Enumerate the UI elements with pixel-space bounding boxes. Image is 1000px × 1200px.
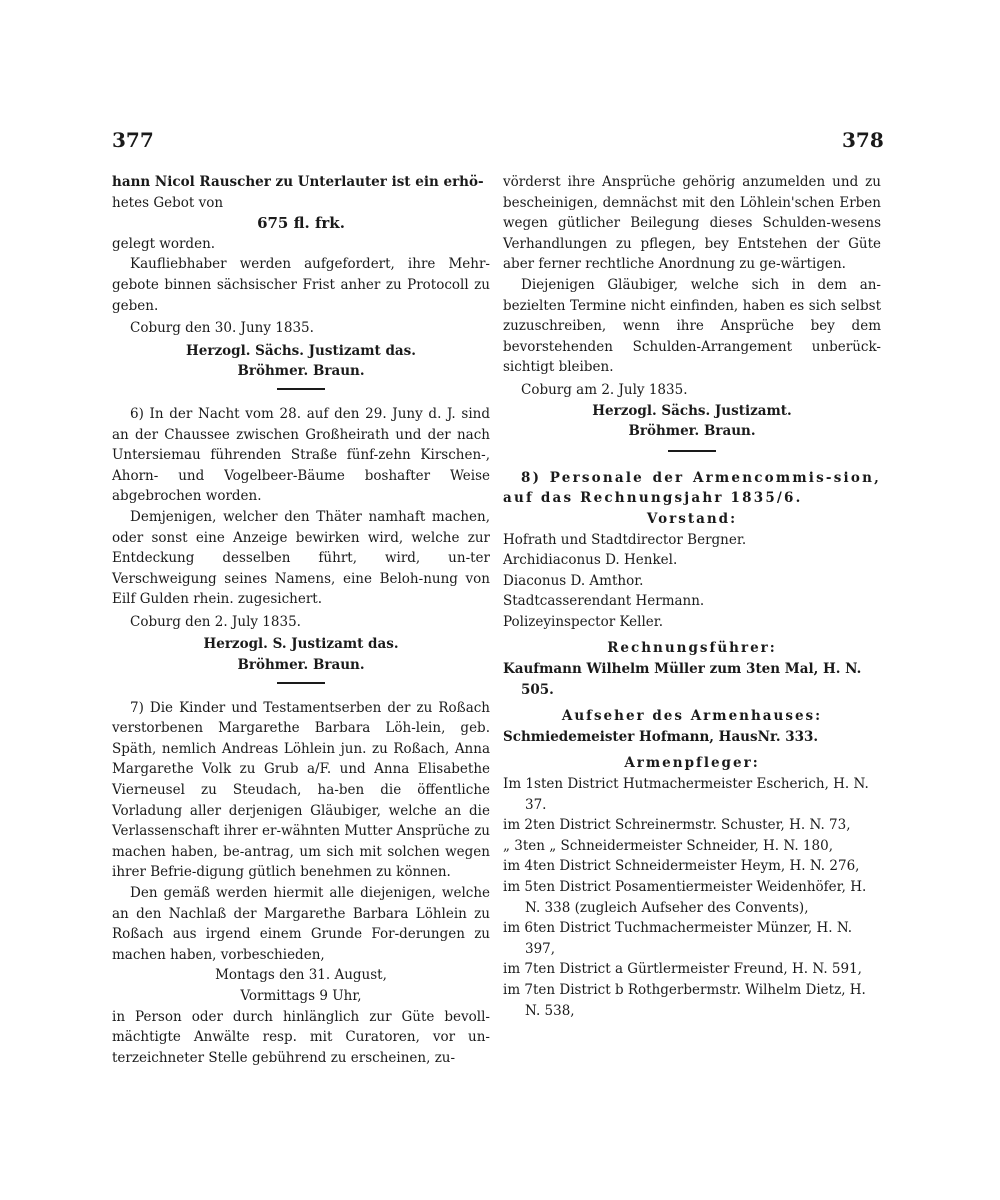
item7-text-3: in Person oder durch hinlänglich zur Güte bevoll-mächtigte Anwälte resp. mit Curatoren, vor un-terzeichneter Stelle gebührend zu erscheinen, zu-: [112, 1008, 490, 1066]
item8-heading: 8) Personale der Armencommis-sion, auf das Rechnungsjahr 1835/6.: [503, 469, 881, 507]
item7-continuation-2: Diejenigen Gläubiger, welche sich in dem an-bezielten Termine nicht einfinden, haben es sich selbst zuzuschreiben, wenn ihre Ansprüche bey dem bevorstehenden Schulden-Arrangement unberück-sichtigt bleiben.: [503, 276, 881, 376]
armenpfleger-entry: im 2ten District Schreinermstr. Schuster, H. N. 73,: [503, 817, 851, 834]
armenpfleger-entry: im 4ten District Schneidermeister Heym, H. N. 276,: [503, 858, 860, 875]
page-number-right: 378: [842, 128, 884, 152]
item7-day: Montags den 31. August,: [215, 967, 387, 984]
armenpfleger-entry: im 6ten District Tuchmachermeister Münzer, H. N. 397,: [503, 920, 853, 957]
left-column: [112, 172, 490, 1068]
armenpfleger-entry: im 7ten District a Gürtlermeister Freund, H. N. 591,: [503, 961, 862, 978]
item5-signature: Bröhmer. Braun.: [237, 363, 365, 380]
page-number-left: 377: [112, 128, 154, 152]
item5-text-2: gelegt worden.: [112, 235, 216, 252]
divider-rule: [277, 388, 325, 390]
vorstand-member: Archidiaconus D. Henkel.: [503, 552, 678, 569]
vorstand-label: Vorstand:: [646, 510, 738, 527]
armenpfleger-entry: im 7ten District b Rothgerbermstr. Wilhelm Dietz, H. N. 538,: [503, 981, 866, 1019]
armenpfleger-entry: im 5ten District Posamentiermeister Weidenhöfer, H. N. 338 (zugleich Aufseher des Convents),: [503, 879, 867, 916]
item6-date: Coburg den 2. July 1835.: [130, 613, 301, 630]
rechnungsfuehrer-label: Rechnungsführer:: [607, 640, 777, 657]
item7-right-date: Coburg am 2. July 1835.: [521, 381, 688, 398]
item7-time: Vormittags 9 Uhr,: [240, 987, 362, 1004]
item5-line-1: hann Nicol Rauscher zu Unterlauter ist ein erhö-: [112, 174, 484, 190]
right-column: [503, 172, 881, 1021]
item7-text-2: Den gemäß werden hiermit alle diejenigen, welche an den Nachlaß der Margarethe Barbara Löhlein zu Roßach aus irgend einem Grunde For-derungen zu machen haben, vorbeschieden,: [112, 885, 490, 963]
item6-text: 6) In der Nacht vom 28. auf den 29. Juny d. J. sind an der Chaussee zwischen Großheirath und der nach Untersiemau führenden Straße fünf-zehn Kirschen-, Ahorn- und Vogelbeer-Bäume boshafter Weise abgebrochen worden.: [112, 405, 490, 505]
item7-continuation: vörderst ihre Ansprüche gehörig anzumelden und zu bescheinigen, demnächst mit den Löhlein'schen Erben wegen gütlicher Beilegung dieses Schulden-wesens Verhandlungen zu pflegen, bey Entstehen der Güte aber ferner rechtliche Anordnung zu ge-wärtigen.: [503, 174, 881, 273]
item7-right-signature: Bröhmer. Braun.: [628, 423, 756, 440]
item5-text-3: Kaufliebhaber werden aufgefordert, ihre Mehr-gebote binnen sächsischer Frist anher zu Protocoll zu geben.: [112, 256, 490, 314]
item5-authority: Herzogl. Sächs. Justizamt das.: [186, 342, 416, 359]
item7-text: 7) Die Kinder und Testamentserben der zu Roßach verstorbenen Margarethe Barbara Löh-lein, geb. Späth, nemlich Andreas Löhlein jun. zu Roßach, Anna Margarethe Volk zu Grub a/F. und Anna Elisabethe Vierneusel zu Steudach, ha-ben die öffentliche Vorladung aller derjenigen Gläubiger, welche an die Verlassenschaft ihrer er-wähnten Mutter Ansprüche zu machen haben, be-antrag, um sich mit solchen wegen ihrer Befrie-digung gütlich benehmen zu können.: [112, 699, 491, 881]
item6-text-2: Demjenigen, welcher den Thäter namhaft machen, oder sonst eine Anzeige bewirken wird, welche zur Entdeckung desselben führt, wird, un-ter Verschweigung seines Namens, eine Beloh-nung von Eilf Gulden rhein. zugesichert.: [112, 508, 490, 608]
armenpfleger-entry: „ 3ten „ Schneidermeister Schneider, H. N. 180,: [503, 837, 833, 854]
vorstand-member: Diaconus D. Amthor.: [503, 572, 644, 589]
item6-signature: Bröhmer. Braun.: [237, 657, 365, 674]
item5-date: Coburg den 30. Juny 1835.: [130, 320, 314, 337]
divider-rule: [668, 450, 716, 452]
item7-right-authority: Herzogl. Sächs. Justizamt.: [592, 402, 792, 419]
armenpfleger-label: Armenpfleger:: [624, 755, 760, 772]
vorstand-member: Polizeyinspector Keller.: [503, 613, 664, 630]
armenpfleger-entry: Im 1sten District Hutmachermeister Escherich, H. N. 37.: [503, 776, 869, 813]
item5-amount: 675 fl. frk.: [257, 214, 345, 233]
item6-authority: Herzogl. S. Justizamt das.: [203, 636, 399, 653]
item5-line-2: hetes Gebot von: [112, 194, 224, 211]
aufseher: Schmiedemeister Hofmann, HausNr. 333.: [503, 728, 819, 745]
vorstand-member: Hofrath und Stadtdirector Bergner.: [503, 531, 747, 548]
divider-rule: [277, 682, 325, 684]
vorstand-member: Stadtcasserendant Hermann.: [503, 593, 705, 610]
rechnungsfuehrer: Kaufmann Wilhelm Müller zum 3ten Mal, H. N. 505.: [503, 661, 862, 698]
aufseher-label: Aufseher des Armenhauses:: [561, 708, 823, 725]
